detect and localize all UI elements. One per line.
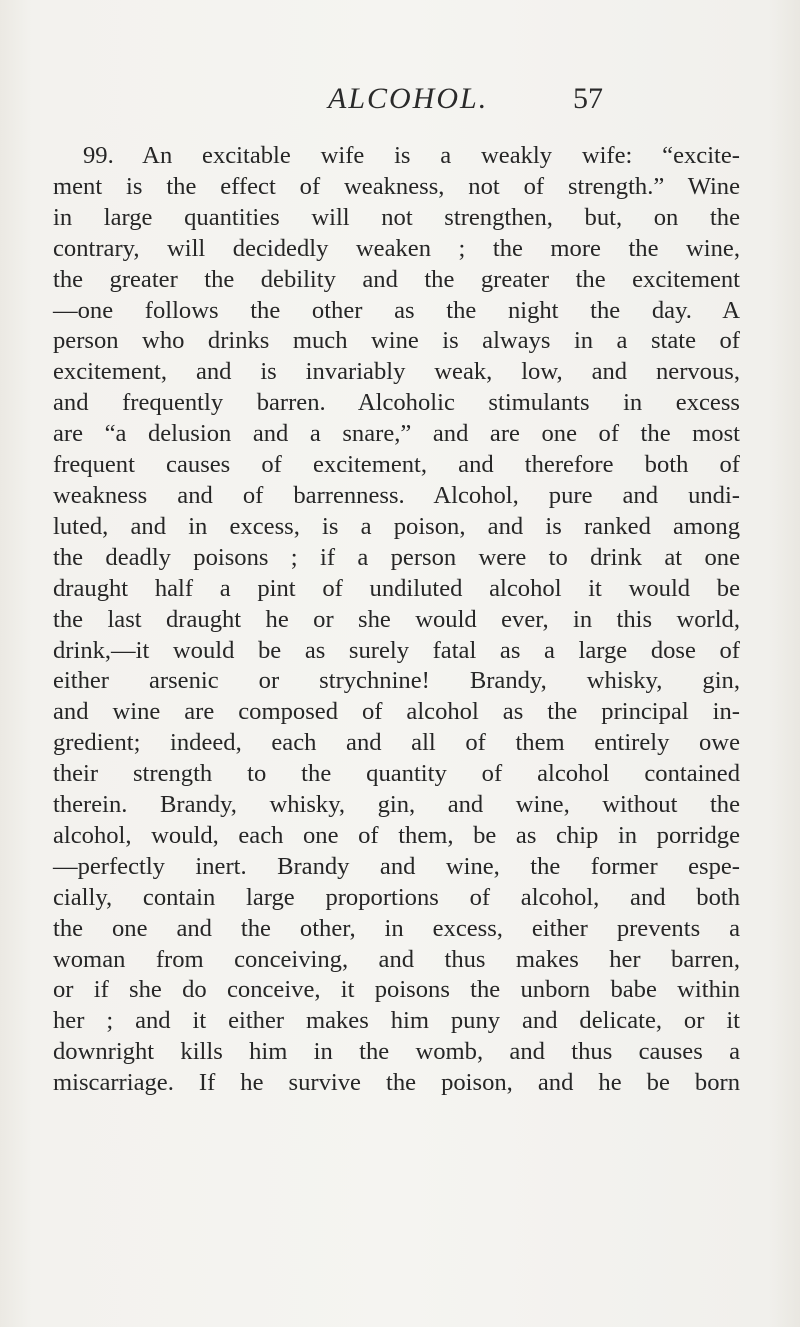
paragraph-99 bbox=[53, 141, 740, 1099]
running-head bbox=[0, 82, 800, 122]
text-line: the greater the debility and the greater the excitement bbox=[53, 265, 740, 293]
text-line: draught half a pint of undiluted alcohol it would be bbox=[53, 574, 740, 602]
text-line: the one and the other, in excess, either prevents a bbox=[53, 914, 740, 942]
text-line: cially, contain large proportions of alcohol, and both bbox=[53, 883, 740, 911]
text-line: their strength to the quantity of alcohol contained bbox=[53, 760, 740, 788]
text-line: therein. Brandy, whisky, gin, and wine, without the bbox=[53, 791, 740, 819]
text-line: the last draught he or she would ever, in this world, bbox=[53, 605, 740, 633]
text-line: alcohol, would, each one of them, be as chip in porridge bbox=[53, 821, 740, 849]
text-line: —one follows the other as the night the day. A bbox=[53, 296, 740, 324]
text-line: frequent causes of excitement, and therefore both of bbox=[53, 451, 740, 479]
text-line: and wine are composed of alcohol as the principal in- bbox=[53, 698, 740, 726]
text-line: or if she do conceive, it poisons the unborn babe within bbox=[53, 976, 740, 1004]
text-line: weakness and of barrenness. Alcohol, pure and undi- bbox=[53, 481, 740, 509]
text-line: excitement, and is invariably weak, low, and nervous, bbox=[53, 358, 740, 386]
text-line: person who drinks much wine is always in a state of bbox=[53, 327, 740, 355]
text-line: 99. An excitable wife is a weakly wife: “excite- bbox=[83, 142, 740, 169]
text-line: drink,—it would be as surely fatal as a large dose of bbox=[53, 636, 740, 664]
text-line: are “a delusion and a snare,” and are one of the most bbox=[53, 420, 740, 448]
text-line: downright kills him in the womb, and thus causes a bbox=[53, 1038, 740, 1066]
text-line: ment is the effect of weakness, not of strength.” Wine bbox=[53, 172, 740, 200]
page-number: 57 bbox=[573, 82, 603, 115]
text-line: contrary, will decidedly weaken ; the more the wine, bbox=[53, 234, 740, 262]
running-title: ALCOHOL. bbox=[328, 82, 489, 115]
text-line: gredient; indeed, each and all of them entirely owe bbox=[53, 729, 740, 757]
text-line: the deadly poisons ; if a person were to drink at one bbox=[53, 543, 740, 571]
text-line: —perfectly inert. Brandy and wine, the former espe- bbox=[53, 852, 740, 880]
text-line: in large quantities will not strengthen, but, on the bbox=[53, 203, 740, 231]
text-line: her ; and it either makes him puny and delicate, or it bbox=[53, 1007, 740, 1035]
text-line: luted, and in excess, is a poison, and is ranked among bbox=[53, 512, 740, 540]
text-line: either arsenic or strychnine! Brandy, whisky, gin, bbox=[53, 667, 740, 695]
text-line: and frequently barren. Alcoholic stimulants in excess bbox=[53, 389, 740, 417]
text-line: woman from conceiving, and thus makes her barren, bbox=[53, 945, 740, 973]
text-line: miscarriage. If he survive the poison, and he be born bbox=[53, 1069, 740, 1097]
